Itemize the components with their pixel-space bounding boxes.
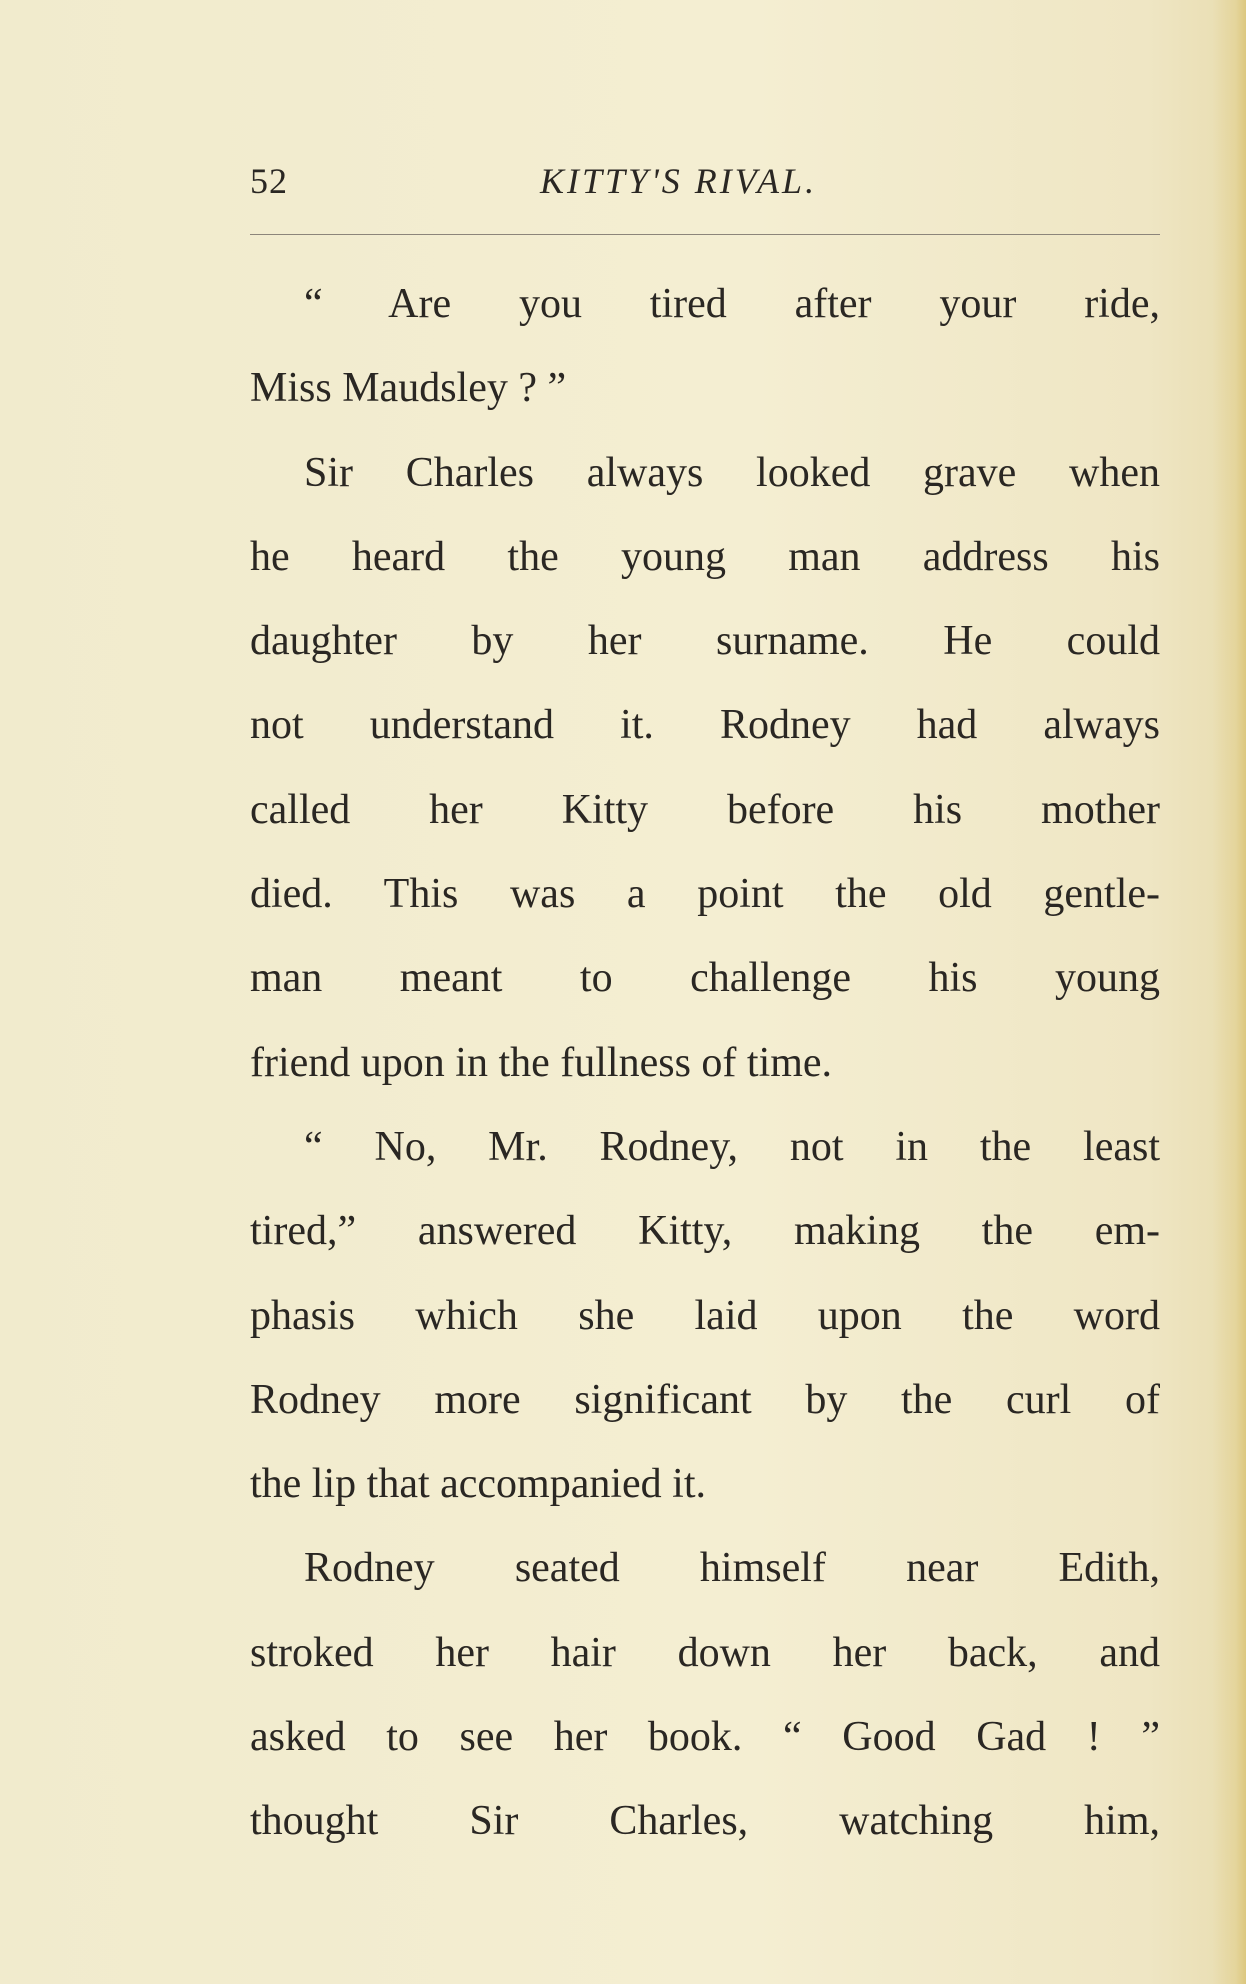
- text-line: Rodney seated himself near Edith,: [304, 1545, 1160, 1592]
- text-line: friend upon in the fullness of time.: [250, 1039, 833, 1086]
- text-line: phasis which she laid upon the word: [250, 1292, 1160, 1339]
- text-line: tired,” answered Kitty, making the em-: [250, 1208, 1160, 1255]
- running-header: [250, 160, 1160, 210]
- header-rule: [250, 234, 1160, 235]
- text-line: called her Kitty before his mother: [250, 786, 1160, 833]
- text-line: man meant to challenge his young: [250, 955, 1160, 1002]
- body-text: [250, 262, 1160, 1864]
- text-line: he heard the young man address his: [250, 533, 1160, 580]
- text-line: Sir Charles always looked grave when: [304, 449, 1160, 496]
- text-line: Miss Maudsley ? ”: [250, 365, 567, 412]
- text-line: not understand it. Rodney had always: [250, 702, 1160, 749]
- text-line: “ No, Mr. Rodney, not in the least: [304, 1123, 1160, 1170]
- text-line: daughter by her surname. He could: [250, 618, 1160, 665]
- text-line: the lip that accompanied it.: [250, 1461, 707, 1508]
- text-line: thought Sir Charles, watching him,: [250, 1798, 1160, 1845]
- page-number: 52: [250, 161, 288, 201]
- text-line: died. This was a point the old gentle-: [250, 871, 1160, 918]
- text-line: “ Are you tired after your ride,: [304, 281, 1160, 327]
- text-line: Rodney more significant by the curl of: [250, 1376, 1160, 1423]
- running-title: KITTY'S RIVAL.: [540, 161, 818, 201]
- text-line: asked to see her book. “ Good Gad ! ”: [250, 1714, 1160, 1761]
- page-edge-shading: [1212, 0, 1246, 1984]
- text-line: stroked her hair down her back, and: [250, 1629, 1160, 1676]
